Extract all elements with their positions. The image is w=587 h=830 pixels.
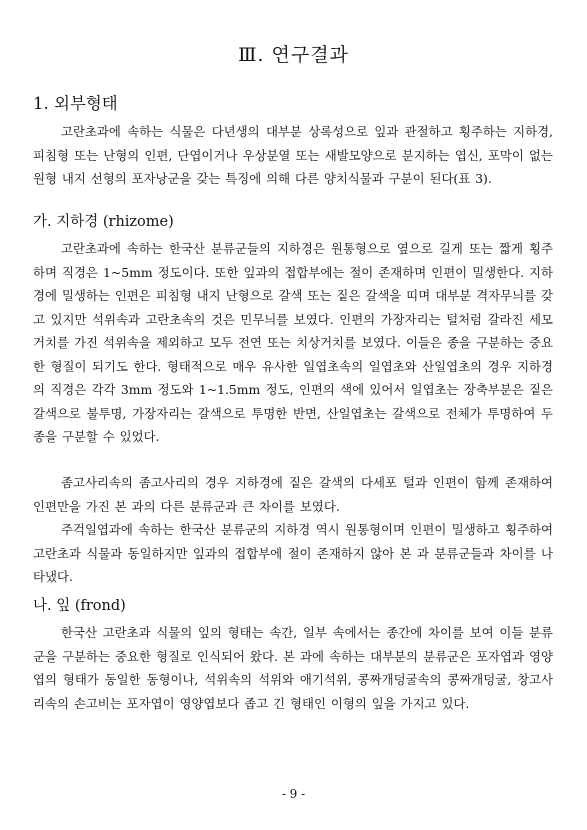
- rhizome-paragraph-1: 고란초과에 속하는 한국산 분류군들의 지하경은 원통형으로 옆으로 길게 또는 짧게 횡주하며 직경은 1~5mm 정도이다. 또한 잎과의 접합부에는 절이 존재하며 인편이 밀생한다. 지하경에 밀생하는 인편은 피침형 내지 난형으로 갈색 또는 짙은 갈색을 띠며 대부분 격자무늬를 갖고 있지만 석위속과 고란초속의 것은 민무늬를 보였다. 인편의 가장자리는 털처럼 갈라진 세모거치를 가진 석위속을 제외하고 모두 전연 또는 치상거치를 보였다. 이들은 종을 구분하는 중요한 형질이 되기도 한다. 형태적으로 매우 유사한 일엽초속의 일엽초와 산일엽초의 경우 지하경의 직경은 각각 3mm 정도와 1~1.5mm 정도, 인편의 색에 있어서 일엽초는 장축부분은 짙은 갈색으로 불투명, 가장자리는 갈색으로 투명한 반면, 산일엽초는 갈색으로 전체가 투명하여 두 종을 구분할 수 있었다.: [33, 241, 553, 444]
- subsection-title-rhizome: 가. 지하경 (rhizome): [33, 214, 174, 230]
- section-title-external-morphology: 1. 외부형태: [33, 94, 118, 113]
- subsection-title-frond: 나. 잎 (frond): [33, 598, 126, 614]
- frond-paragraph: 한국산 고란초과 식물의 잎의 형태는 속간, 일부 속에서는 종간에 차이를 보여 이들 분류군을 구분하는 중요한 형질로 인식되어 왔다. 본 과에 속하는 대부분의 분류군은 포자엽과 영양엽의 형태가 동일한 동형이나, 석위속의 석위와 애기석위, 콩짜개덩굴속의 콩짜개덩굴, 창고사리속의 손고비는 포자엽이 영양엽보다 좁고 긴 형태인 이형의 잎을 가지고 있다.: [33, 625, 553, 711]
- chapter-title: Ⅲ. 연구결과: [238, 44, 349, 66]
- rhizome-paragraph-3: 주걱일엽과에 속하는 한국산 분류군의 지하경 역시 원통형이며 인편이 밀생하고 횡주하여 고란초과 식물과 동일하지만 잎과의 접합부에 절이 존재하지 않아 본 과 분류군들과 차이를 나타냈다.: [33, 522, 553, 584]
- page-number: - 9 -: [281, 787, 306, 801]
- intro-paragraph: 고란초과에 속하는 식물은 다년생의 대부분 상록성으로 잎과 관절하고 횡주하는 지하경, 피침형 또는 난형의 인편, 단엽이거나 우상분열 또는 새발모양으로 분지하는 엽신, 포막이 없는 원형 내지 선형의 포자낭군을 갖는 특징에 의해 다른 양치식물과 구분이 된다(표 3).: [33, 124, 553, 186]
- rhizome-paragraph-2: 좀고사리속의 좀고사리의 경우 지하경에 짙은 갈색의 다세포 털과 인편이 함께 존재하여 인편만을 가진 본 과의 다른 분류군과 큰 차이를 보였다.: [33, 475, 553, 514]
